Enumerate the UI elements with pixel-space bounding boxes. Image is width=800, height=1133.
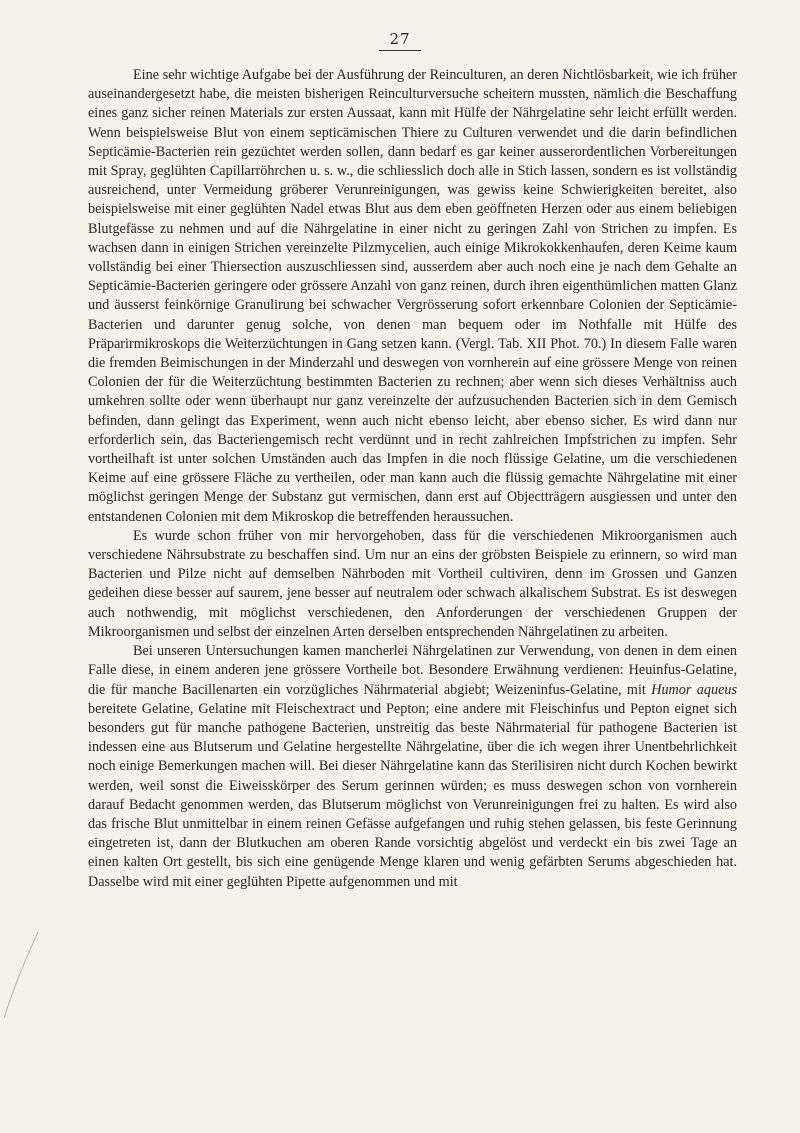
body-text bbox=[88, 66, 737, 892]
margin-pencil-mark bbox=[0, 930, 60, 1020]
humor-aqueus-italic: Humor aqueus bbox=[651, 681, 737, 698]
paragraph-1: Eine sehr wichtige Aufgabe bei der Ausführung der Reinculturen, an deren Nichtlösbarkeit, wie ich früher auseinandergesetzt habe, die meisten bisherigen Reinculturversuche scheitern mussten, nämlich die Beschaffung eines ganz sicher reinen Materials zur ersten Aussaat, kann mit Hülfe der Nährgelatine sehr leicht erfüllt werden. Wenn beispielsweise Blut von einem septicämischen Thiere zu Culturen verwendet und die darin befindlichen Septicämie-Bacterien rein gezüchtet werden sollen, dann bedarf es gar keiner ausserordentlichen Vorbereitungen mit Spray, geglühten Capillarröhrchen u. s. w., die schliesslich doch alle in Stich lassen, sondern es ist vollständig ausreichend, unter Vermeidung gröberer Verunreinigungen, was gewiss keine Schwierigkeiten bereitet, also beispielsweise mit einer geglühten Nadel etwas Blut aus dem eben geöffneten Herzen oder aus einem beliebigen Blutgefässe zu nehmen und auf die Nährgelatine in einer nicht zu geringen Zahl von Strichen zu impfen. Es wachsen dann in einigen Strichen vereinzelte Pilzmycelien, auch einige Mikrokokkenhaufen, deren Keime kaum vollständig bei einer Thiersection auszuschliessen sind, ausserdem aber auch noch eine je nach dem Gehalte an Septicämie-Bacterien geringere oder grössere Anzahl von ganz reinen, durch ihren eigenthümlichen matten Glanz und äusserst feinkörnige Granulirung bei schwacher Vergrösserung sofort erkennbare Colonien der Septicämie-Bacterien und darunter genug solche, von denen man bequem oder im Nothfalle mit Hülfe des Präparirmikroskops die Weiterzüchtungen in Gang setzen kann. (Vergl. Tab. XII Phot. 70.) In diesem Falle waren die fremden Beimischungen in der Minderzahl und deswegen von vornherein auf eine grössere Menge von reinen Colonien der für die Weiterzüchtung bestimmten Bacterien zu rechnen; aber wenn sich dieses Verhältniss auch umkehren sollte oder wenn überhaupt nur ganz vereinzelte der aufzusuchenden Bacterien sich in dem Gemisch befinden, dann gelingt das Experiment, wenn auch nicht ebenso leicht, aber ebenso sicher. Es wird dann nur erforderlich sein, das Bacteriengemisch recht verdünnt und in recht zahlreichen Impfstrichen zu impfen. Sehr vortheilhaft ist unter solchen Umständen auch das Impfen in die noch flüssige Gelatine, um die verschiedenen Keime auf eine grössere Fläche zu vertheilen, oder man kann auch die flüssig gemachte Nährgelatine mit einer möglichst geringen Menge der Substanz gut vermischen, dann erst auf Objectträgern ausgiessen und unter den entstandenen Colonien mit dem Mikroskop die betreffenden heraussuchen. bbox=[88, 67, 737, 525]
page-number: 27 bbox=[0, 30, 800, 51]
paragraph-3-part-2: bereitete Gelatine, Gelatine mit Fleischextract und Pepton; eine andere mit Fleischinfus und Pepton eignet sich besonders gut für manche pathogene Bacterien, unstreitig das beste Nährmaterial für pathogene Bacterien ist indessen eine aus Blutserum und Gelatine hergestellte Nährgelatine, über die ich wegen ihrer Unentbehrlichkeit noch einige Bemerkungen machen will. Bei dieser Nährgelatine kann das Sterilisiren nicht durch Kochen bewirkt werden, weil sonst die Eiweisskörper des Serum gerinnen würden; es muss deswegen schon von vornherein darauf Bedacht genommen werden, das Blutserum möglichst von Verunreinigungen frei zu halten. Es wird also das frische Blut unmittelbar in einem reinen Gefässe aufgefangen und ruhig stehen gelassen, bis feste Gerinnung eingetreten ist, dann der Blutkuchen am oberen Rande vorsichtig abgelöst und verdeckt ein bis zwei Tage an einen kalten Ort gestellt, bis sich eine genügende Menge klaren und wenig gefärbten Serums abgeschieden hat. Dasselbe wird mit einer geglühten Pipette aufgenommen und mit bbox=[88, 700, 737, 890]
paragraph-2: Es wurde schon früher von mir hervorgehoben, dass für die verschiedenen Mikroorganismen auch verschiedene Nährsubstrate zu beschaffen sind. Um nur an eins der gröbsten Beispiele zu erinnern, so wird man Bacterien und Pilze nicht auf demselben Nährboden mit Vortheil cultiviren, denn im Grossen und Ganzen gedeihen diese besser auf saurem, jene besser auf neutralem oder schwach alkalischem Substrat. Es ist deswegen auch nothwendig, mit möglichst verschiedenen, den Anforderungen der verschiedenen Gruppen der Mikroorganismen und selbst der einzelnen Arten derselben entsprechenden Nährgelatinen zu arbeiten. bbox=[88, 527, 737, 640]
paragraph-3 bbox=[88, 642, 737, 892]
paragraph-3-part-1: Bei unseren Untersuchungen kamen mancherlei Nährgelatinen zur Verwendung, von denen in dem einen Falle diese, in einem anderen jene grössere Vortheile bot. Besondere Erwähnung verdienen: Heuinfus-Gelatine, die für manche Bacillenarten ein vorzügliches Nährmaterial abgiebt; Weizeninfus-Gelatine, mit bbox=[88, 643, 737, 698]
